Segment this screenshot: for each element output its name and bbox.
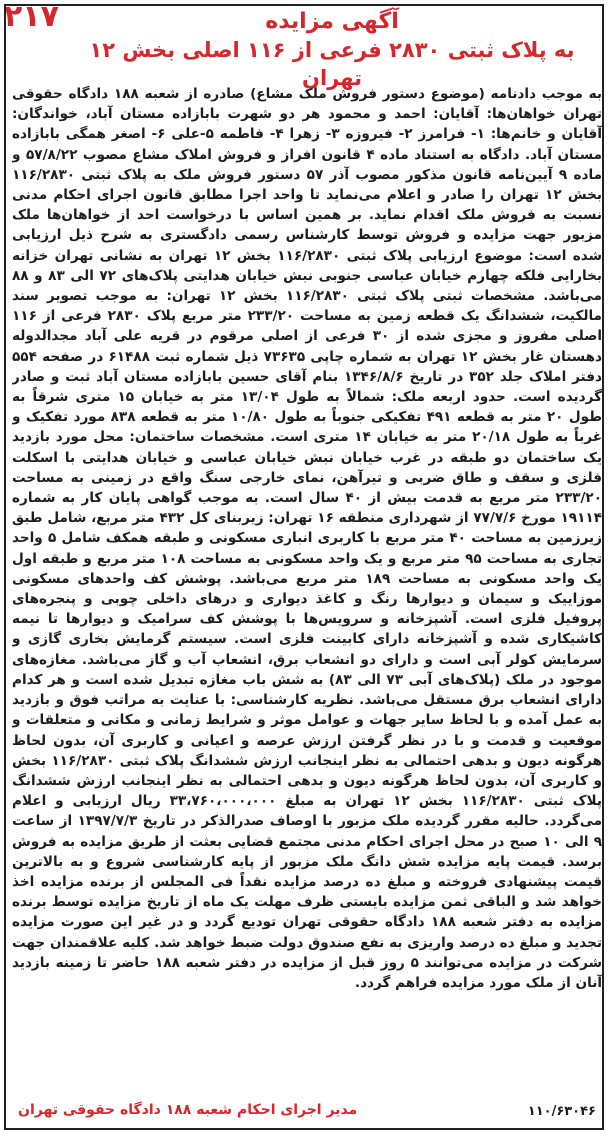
ad-signature: مدیر اجرای احکام شعبه ۱۸۸ دادگاه حقوقی تهران	[18, 1102, 358, 1118]
ad-body: به موجب دادنامه (موضوع دستور فروش ملک مشاع) صادره از شعبه ۱۸۸ دادگاه حقوقی تهران خواهان‌ها: آقایان: احمد و محمود هر دو شهرت بابازاده مستان آباد، خواندگان: آقایان و خانم‌ها: ۱- فرامرز ۲- فیروزه ۳- زهرا ۴- فاطمه ۵-علی ۶- اصغر همگی بابازاده مستان آباد. دادگاه به استناد ماده ۴ قانون افراز و فروش املاک مشاع مصوب ۵۷/۸/۲۲ و ماده ۹ آیین‌نامه قانون مذکور مصوب آذر ۵۷ دستور فروش ملک به پلاک ثبتی ۱۱۶/۲۸۳۰ بخش ۱۲ تهران را صادر و اعلام می‌نماید تا واحد اجرا مطابق قانون اجرای احکام مدنی نسبت به فروش ملک اقدام نماید. بر همین اساس با درخواست احد از خواهان‌ها ملک مزبور جهت مزایده و فروش توسط کارشناس رسمی دادگستری به شرح ذیل ارزیابی شده است: موضوع ارزیابی پلاک ثبتی ۱۱۶/۲۸۳۰ بخش ۱۲ تهران به نشانی تهران خزانه بخارایی فلکه چهارم خیابان عباسی جنوبی نبش خیابان هدایتی پلاک‌های ۷۲ الی ۸۳ و ۸۸ می‌باشد. مشخصات ثبتی پلاک ثبتی ۱۱۶/۲۸۳۰ بخش ۱۲ تهران: به موجب تصویر سند مالکیت، ششدانگ یک قطعه زمین به مساحت ۲۳۳/۲۰ متر مربع پلاک ۲۸۳۰ فرعی از ۱۱۶ اصلی مفروز و مجزی شده از ۳۰ فرعی از اصلی مرقوم در قریه علی آباد مجدالدوله دهستان غار بخش ۱۲ تهران به شماره چاپی ۷۳۶۳۵ ذیل شماره ثبت ۶۱۴۸۸ در صفحه ۵۵۴ دفتر املاک جلد ۳۵۲ در تاریخ ۱۳۴۶/۸/۶ بنام آقای حسین بابازاده مستان آباد ثبت و صادر گردیده است. حدود اربعه ملک: شمالاً به طول ۱۳/۰۴ متر به خیابان ۱۵ متری شرقاً به طول ۲۰ متر به قطعه ۴۹۱ تفکیکی جنوباً به طول ۱۰/۸۰ متر به قطعه ۸۳۸ مورد تفکیک و غرباً به طول ۲۰/۱۸ متر به خیابان ۱۴ متری است. مشخصات ساختمان: محل مورد بازدید یک ساختمان دو طبقه در غرب خیابان نبش خیابان عباسی و خیابان هدایتی با اسکلت فلزی و سقف و طاق ضربی و تیرآهن، نمای خارجی سنگ واقع در زمینی به مساحت ۲۳۳/۲۰ متر مربع به قدمت بیش از ۴۰ سال است. به موجب گواهی پایان کار به شماره ۱۹۱۱۴ مورخ ۷۷/۷/۶ از شهرداری منطقه ۱۶ تهران: زیربنای کل ۴۳۲ متر مربع، شامل طبق زیرزمین به مساحت ۴۰ متر مربع با کاربری انباری مسکونی و طبقه همکف شامل ۵ واحد تجاری به مساحت ۹۵ متر مربع و یک واحد مسکونی به مساحت ۱۰۸ متر مربع و طبقه اول یک واحد مسکونی به مساحت ۱۸۹ متر مربع می‌باشد. پوشش کف واحدهای مسکونی موزاییک و سیمان و دیوارها رنگ و کاغذ دیواری و درهای داخلی چوبی و پنجره‌های پروفیل فلزی است. آشپزخانه و سرویس‌ها با پوشش کف سرامیک و دیوارها تا نیمه کاشیکاری شده و آشپزخانه دارای کابینت فلزی است. سیستم گرمایش بخاری گازی و سرمایش کولر آبی است و دارای دو انشعاب برق، انشعاب آب و گاز می‌باشد. مغازه‌های موجود در ملک (پلاک‌های آبی ۷۳ الی ۸۳) به شش باب مغازه تبدیل شده است و هر کدام دارای انشعاب برق مستقل می‌باشد. نظریه کارشناسی: با عنایت به مراتب فوق و بازدید به عمل آمده و با لحاظ سایر جهات و عوامل موثر و شرایط زمانی و مکانی و متعلقات و موقعیت و قدمت و با در نظر گرفتن ارزش عرصه و اعیانی و کاربری آن، بدون لحاظ هرگونه دیون و بدهی احتمالی به نظر اینجانب ارزش ششدانگ پلاک ثبتی ۱۱۶/۲۸۳۰ بخش و کاربری آن، بدون لحاظ هرگونه دیون و بدهی احتمالی به نظر اینجانب ارزش ششدانگ پلاک ثبتی ۱۱۶/۲۸۳۰ بخش ۱۲ تهران به مبلغ ۳۳،۷۶۰،۰۰۰،۰۰۰ ریال ارزیابی و اعلام می‌گردد. حالیه مقرر گردیده ملک مزبور با اوصاف صدرالذکر در تاریخ ۱۳۹۷/۷/۳ از ساعت ۹ الی ۱۰ صبح در محل اجرای احکام مدنی مجتمع قضایی بعثت از طریق مزایده به فروش برسد. قیمت پایه مزایده شش دانگ ملک مزبور از پایه کارشناسی شروع و به بالاترین قیمت پیشنهادی فروخته و مبلغ ده درصد مزایده نقداً فی المجلس از برنده مزایده اخذ خواهد شد و الباقی ثمن مزایده بایستی ظرف مهلت یک ماه از تاریخ مزایده توسط برنده مزایده به دفتر شعبه ۱۸۸ دادگاه حقوقی تهران تودیع گردد و در غیر این صورت مزایده تجدید و مبلغ ده درصد واریزی به نفع صندوق دولت ضبط خواهد شد. کلیه علاقمندان جهت شرکت در مزایده می‌توانند ۵ روز قبل از مزایده در دفتر شعبه ۱۸۸ حاضر تا زمینه بازدید آنان از ملک مورد مزایده فراهم گردد.	[12, 86, 602, 991]
page-number: ۲۱۷	[4, 0, 59, 34]
ad-heading	[60, 8, 604, 92]
ad-code: ۱۱۰/۶۳۰۴۶	[527, 1104, 596, 1119]
ad-title: آگهی مزایده	[265, 9, 399, 34]
ad-footer	[12, 1080, 602, 1128]
ad-subtitle: به پلاک ثبتی ۲۸۳۰ فرعی از ۱۱۶ اصلی بخش ۱۲ تهران	[89, 38, 575, 90]
